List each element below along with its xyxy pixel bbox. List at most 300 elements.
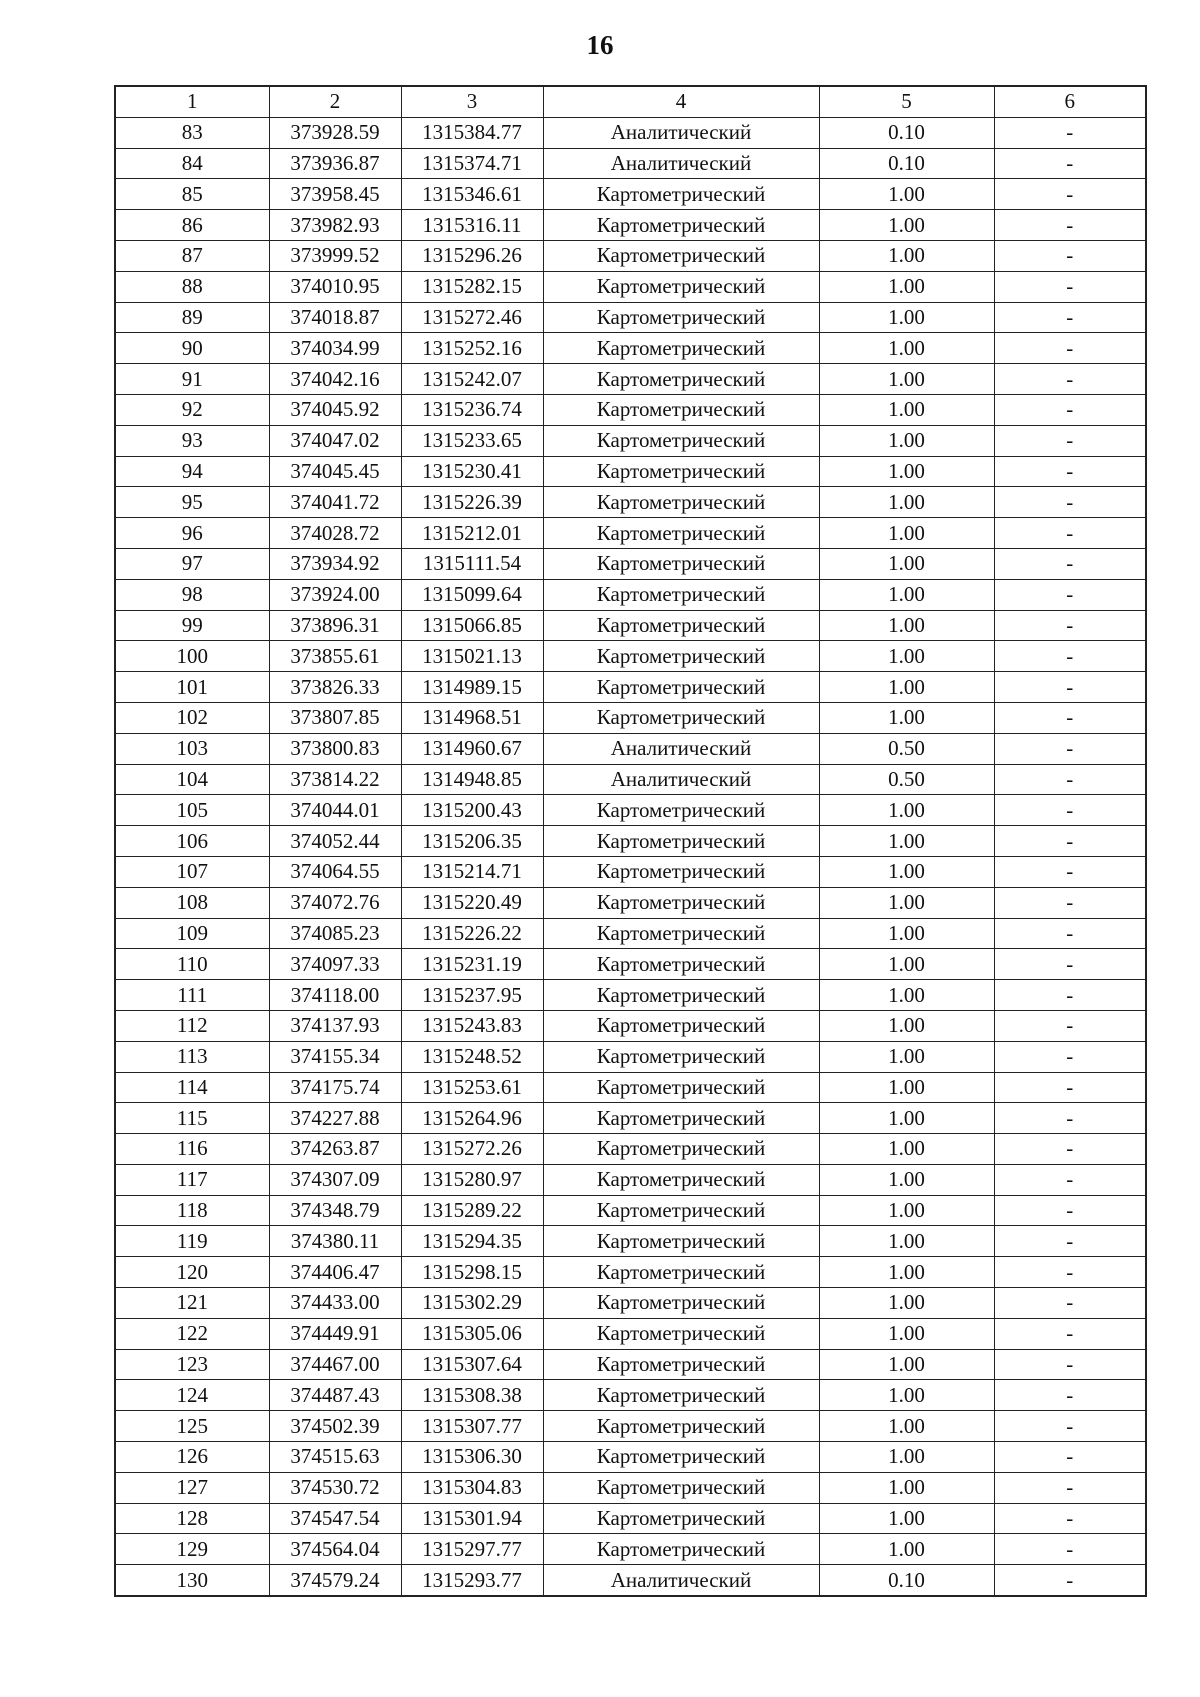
note-cell: -: [994, 918, 1146, 949]
accuracy-cell: 1.00: [819, 918, 994, 949]
accuracy-cell: 1.00: [819, 610, 994, 641]
accuracy-cell: 1.00: [819, 1010, 994, 1041]
point-number-cell: 128: [115, 1503, 269, 1534]
x-coordinate-cell: 374175.74: [269, 1072, 401, 1103]
accuracy-cell: 1.00: [819, 1226, 994, 1257]
point-number-cell: 88: [115, 271, 269, 302]
method-cell: Картометрический: [543, 641, 819, 672]
point-number-cell: 120: [115, 1257, 269, 1288]
x-coordinate-cell: 374064.55: [269, 856, 401, 887]
method-cell: Картометрический: [543, 887, 819, 918]
method-cell: Картометрический: [543, 856, 819, 887]
y-coordinate-cell: 1315264.96: [401, 1103, 543, 1134]
point-number-cell: 89: [115, 302, 269, 333]
point-number-cell: 104: [115, 764, 269, 795]
accuracy-cell: 0.50: [819, 733, 994, 764]
x-coordinate-cell: 374502.39: [269, 1411, 401, 1442]
note-cell: -: [994, 887, 1146, 918]
point-number-cell: 129: [115, 1534, 269, 1565]
y-coordinate-cell: 1315252.16: [401, 333, 543, 364]
point-number-cell: 92: [115, 394, 269, 425]
table-row: [115, 1503, 1146, 1534]
note-cell: -: [994, 1072, 1146, 1103]
point-number-cell: 106: [115, 826, 269, 857]
x-coordinate-cell: 374547.54: [269, 1503, 401, 1534]
table-row: [115, 1072, 1146, 1103]
table-row: [115, 1472, 1146, 1503]
note-cell: -: [994, 980, 1146, 1011]
table-row: [115, 548, 1146, 579]
table-row: [115, 1442, 1146, 1473]
x-coordinate-cell: 373855.61: [269, 641, 401, 672]
table-row: [115, 795, 1146, 826]
table-row: [115, 425, 1146, 456]
accuracy-cell: 1.00: [819, 333, 994, 364]
accuracy-cell: 1.00: [819, 1503, 994, 1534]
point-number-cell: 118: [115, 1195, 269, 1226]
table-row: [115, 764, 1146, 795]
x-coordinate-cell: 374449.91: [269, 1318, 401, 1349]
method-cell: Картометрический: [543, 548, 819, 579]
point-number-cell: 102: [115, 702, 269, 733]
accuracy-cell: 1.00: [819, 1411, 994, 1442]
point-number-cell: 87: [115, 240, 269, 271]
accuracy-cell: 1.00: [819, 456, 994, 487]
x-coordinate-cell: 374263.87: [269, 1134, 401, 1165]
note-cell: -: [994, 1041, 1146, 1072]
x-coordinate-cell: 374047.02: [269, 425, 401, 456]
x-coordinate-cell: 374085.23: [269, 918, 401, 949]
table-row: [115, 1257, 1146, 1288]
table-row: [115, 1380, 1146, 1411]
note-cell: -: [994, 1472, 1146, 1503]
y-coordinate-cell: 1315304.83: [401, 1472, 543, 1503]
point-number-cell: 126: [115, 1442, 269, 1473]
x-coordinate-cell: 373826.33: [269, 672, 401, 703]
method-cell: Картометрический: [543, 980, 819, 1011]
table-row: [115, 733, 1146, 764]
method-cell: Картометрический: [543, 1041, 819, 1072]
method-cell: Аналитический: [543, 117, 819, 148]
y-coordinate-cell: 1315212.01: [401, 518, 543, 549]
x-coordinate-cell: 374227.88: [269, 1103, 401, 1134]
y-coordinate-cell: 1315206.35: [401, 826, 543, 857]
x-coordinate-cell: 373982.93: [269, 210, 401, 241]
table-row: [115, 826, 1146, 857]
accuracy-cell: 1.00: [819, 826, 994, 857]
method-cell: Картометрический: [543, 826, 819, 857]
table-row: [115, 117, 1146, 148]
note-cell: -: [994, 1503, 1146, 1534]
table-row: [115, 487, 1146, 518]
method-cell: Картометрический: [543, 579, 819, 610]
y-coordinate-cell: 1315306.30: [401, 1442, 543, 1473]
note-cell: -: [994, 394, 1146, 425]
accuracy-cell: 1.00: [819, 487, 994, 518]
point-number-cell: 109: [115, 918, 269, 949]
table-row: [115, 1534, 1146, 1565]
point-number-cell: 90: [115, 333, 269, 364]
method-cell: Картометрический: [543, 1164, 819, 1195]
note-cell: -: [994, 795, 1146, 826]
table-row: [115, 1134, 1146, 1165]
method-cell: Аналитический: [543, 148, 819, 179]
x-coordinate-cell: 374052.44: [269, 826, 401, 857]
table-header-row: [115, 86, 1146, 117]
note-cell: -: [994, 518, 1146, 549]
x-coordinate-cell: 374380.11: [269, 1226, 401, 1257]
note-cell: -: [994, 1288, 1146, 1319]
table-row: [115, 579, 1146, 610]
x-coordinate-cell: 374406.47: [269, 1257, 401, 1288]
x-coordinate-cell: 374307.09: [269, 1164, 401, 1195]
note-cell: -: [994, 949, 1146, 980]
column-header-4: 4: [543, 86, 819, 117]
x-coordinate-cell: 374097.33: [269, 949, 401, 980]
table-row: [115, 240, 1146, 271]
note-cell: -: [994, 302, 1146, 333]
x-coordinate-cell: 374487.43: [269, 1380, 401, 1411]
y-coordinate-cell: 1315242.07: [401, 364, 543, 395]
x-coordinate-cell: 374433.00: [269, 1288, 401, 1319]
note-cell: -: [994, 240, 1146, 271]
note-cell: -: [994, 148, 1146, 179]
x-coordinate-cell: 374045.45: [269, 456, 401, 487]
accuracy-cell: 1.00: [819, 795, 994, 826]
point-number-cell: 85: [115, 179, 269, 210]
method-cell: Картометрический: [543, 179, 819, 210]
accuracy-cell: 1.00: [819, 1349, 994, 1380]
x-coordinate-cell: 373928.59: [269, 117, 401, 148]
x-coordinate-cell: 374530.72: [269, 1472, 401, 1503]
table-row: [115, 610, 1146, 641]
note-cell: -: [994, 1318, 1146, 1349]
table-row: [115, 1226, 1146, 1257]
method-cell: Картометрический: [543, 672, 819, 703]
accuracy-cell: 1.00: [819, 1442, 994, 1473]
accuracy-cell: 1.00: [819, 179, 994, 210]
method-cell: Картометрический: [543, 1534, 819, 1565]
table-row: [115, 210, 1146, 241]
table-row: [115, 333, 1146, 364]
y-coordinate-cell: 1315226.39: [401, 487, 543, 518]
table-row: [115, 641, 1146, 672]
table-row: [115, 672, 1146, 703]
accuracy-cell: 1.00: [819, 1072, 994, 1103]
y-coordinate-cell: 1315307.64: [401, 1349, 543, 1380]
accuracy-cell: 1.00: [819, 1534, 994, 1565]
accuracy-cell: 1.00: [819, 980, 994, 1011]
y-coordinate-cell: 1315316.11: [401, 210, 543, 241]
table-row: [115, 1164, 1146, 1195]
table-row: [115, 1010, 1146, 1041]
y-coordinate-cell: 1315237.95: [401, 980, 543, 1011]
y-coordinate-cell: 1315111.54: [401, 548, 543, 579]
point-number-cell: 91: [115, 364, 269, 395]
x-coordinate-cell: 374579.24: [269, 1565, 401, 1596]
y-coordinate-cell: 1315308.38: [401, 1380, 543, 1411]
point-number-cell: 119: [115, 1226, 269, 1257]
y-coordinate-cell: 1315243.83: [401, 1010, 543, 1041]
y-coordinate-cell: 1315214.71: [401, 856, 543, 887]
column-header-1: 1: [115, 86, 269, 117]
accuracy-cell: 1.00: [819, 548, 994, 579]
y-coordinate-cell: 1315293.77: [401, 1565, 543, 1596]
point-number-cell: 114: [115, 1072, 269, 1103]
y-coordinate-cell: 1315272.26: [401, 1134, 543, 1165]
method-cell: Картометрический: [543, 1380, 819, 1411]
accuracy-cell: 1.00: [819, 856, 994, 887]
method-cell: Картометрический: [543, 1442, 819, 1473]
method-cell: Картометрический: [543, 394, 819, 425]
accuracy-cell: 0.10: [819, 1565, 994, 1596]
note-cell: -: [994, 610, 1146, 641]
y-coordinate-cell: 1315099.64: [401, 579, 543, 610]
accuracy-cell: 1.00: [819, 271, 994, 302]
y-coordinate-cell: 1315220.49: [401, 887, 543, 918]
accuracy-cell: 1.00: [819, 702, 994, 733]
x-coordinate-cell: 373924.00: [269, 579, 401, 610]
table-row: [115, 1195, 1146, 1226]
column-header-6: 6: [994, 86, 1146, 117]
method-cell: Картометрический: [543, 1318, 819, 1349]
note-cell: -: [994, 333, 1146, 364]
method-cell: Картометрический: [543, 1226, 819, 1257]
note-cell: -: [994, 1534, 1146, 1565]
table-row: [115, 1041, 1146, 1072]
x-coordinate-cell: 373934.92: [269, 548, 401, 579]
point-number-cell: 107: [115, 856, 269, 887]
x-coordinate-cell: 374044.01: [269, 795, 401, 826]
point-number-cell: 94: [115, 456, 269, 487]
point-number-cell: 124: [115, 1380, 269, 1411]
accuracy-cell: 1.00: [819, 518, 994, 549]
point-number-cell: 117: [115, 1164, 269, 1195]
method-cell: Картометрический: [543, 333, 819, 364]
method-cell: Картометрический: [543, 487, 819, 518]
coordinates-table: [114, 85, 1147, 1597]
y-coordinate-cell: 1315282.15: [401, 271, 543, 302]
table-row: [115, 148, 1146, 179]
method-cell: Картометрический: [543, 1472, 819, 1503]
point-number-cell: 99: [115, 610, 269, 641]
point-number-cell: 86: [115, 210, 269, 241]
point-number-cell: 98: [115, 579, 269, 610]
point-number-cell: 130: [115, 1565, 269, 1596]
table-row: [115, 302, 1146, 333]
accuracy-cell: 1.00: [819, 1134, 994, 1165]
point-number-cell: 103: [115, 733, 269, 764]
x-coordinate-cell: 374041.72: [269, 487, 401, 518]
page-number: 16: [586, 30, 614, 60]
point-number-cell: 112: [115, 1010, 269, 1041]
method-cell: Картометрический: [543, 364, 819, 395]
point-number-cell: 84: [115, 148, 269, 179]
method-cell: Картометрический: [543, 1503, 819, 1534]
accuracy-cell: 1.00: [819, 887, 994, 918]
point-number-cell: 113: [115, 1041, 269, 1072]
accuracy-cell: 1.00: [819, 1288, 994, 1319]
point-number-cell: 116: [115, 1134, 269, 1165]
note-cell: -: [994, 1257, 1146, 1288]
method-cell: Картометрический: [543, 302, 819, 333]
y-coordinate-cell: 1315302.29: [401, 1288, 543, 1319]
x-coordinate-cell: 373807.85: [269, 702, 401, 733]
point-number-cell: 96: [115, 518, 269, 549]
table-row: [115, 856, 1146, 887]
method-cell: Картометрический: [543, 1010, 819, 1041]
note-cell: -: [994, 456, 1146, 487]
accuracy-cell: 1.00: [819, 1380, 994, 1411]
note-cell: -: [994, 1411, 1146, 1442]
table-row: [115, 456, 1146, 487]
y-coordinate-cell: 1315272.46: [401, 302, 543, 333]
x-coordinate-cell: 373936.87: [269, 148, 401, 179]
method-cell: Картометрический: [543, 1411, 819, 1442]
method-cell: Картометрический: [543, 271, 819, 302]
point-number-cell: 101: [115, 672, 269, 703]
note-cell: -: [994, 672, 1146, 703]
y-coordinate-cell: 1315280.97: [401, 1164, 543, 1195]
table-row: [115, 179, 1146, 210]
note-cell: -: [994, 117, 1146, 148]
method-cell: Картометрический: [543, 1288, 819, 1319]
note-cell: -: [994, 702, 1146, 733]
y-coordinate-cell: 1315231.19: [401, 949, 543, 980]
note-cell: -: [994, 210, 1146, 241]
method-cell: Картометрический: [543, 1134, 819, 1165]
method-cell: Картометрический: [543, 610, 819, 641]
method-cell: Картометрический: [543, 1072, 819, 1103]
x-coordinate-cell: 374118.00: [269, 980, 401, 1011]
table-row: [115, 1288, 1146, 1319]
method-cell: Картометрический: [543, 456, 819, 487]
y-coordinate-cell: 1315301.94: [401, 1503, 543, 1534]
accuracy-cell: 1.00: [819, 1318, 994, 1349]
point-number-cell: 93: [115, 425, 269, 456]
point-number-cell: 115: [115, 1103, 269, 1134]
y-coordinate-cell: 1315236.74: [401, 394, 543, 425]
method-cell: Картометрический: [543, 949, 819, 980]
note-cell: -: [994, 764, 1146, 795]
method-cell: Картометрический: [543, 210, 819, 241]
table-row: [115, 1565, 1146, 1596]
x-coordinate-cell: 374137.93: [269, 1010, 401, 1041]
method-cell: Аналитический: [543, 764, 819, 795]
y-coordinate-cell: 1315289.22: [401, 1195, 543, 1226]
y-coordinate-cell: 1315346.61: [401, 179, 543, 210]
note-cell: -: [994, 364, 1146, 395]
note-cell: -: [994, 487, 1146, 518]
method-cell: Картометрический: [543, 795, 819, 826]
note-cell: -: [994, 1565, 1146, 1596]
accuracy-cell: 1.00: [819, 1103, 994, 1134]
point-number-cell: 121: [115, 1288, 269, 1319]
note-cell: -: [994, 579, 1146, 610]
table-row: [115, 394, 1146, 425]
accuracy-cell: 1.00: [819, 394, 994, 425]
accuracy-cell: 1.00: [819, 672, 994, 703]
y-coordinate-cell: 1315384.77: [401, 117, 543, 148]
point-number-cell: 108: [115, 887, 269, 918]
accuracy-cell: 1.00: [819, 240, 994, 271]
x-coordinate-cell: 374155.34: [269, 1041, 401, 1072]
table-row: [115, 518, 1146, 549]
note-cell: -: [994, 1442, 1146, 1473]
y-coordinate-cell: 1315200.43: [401, 795, 543, 826]
point-number-cell: 95: [115, 487, 269, 518]
note-cell: -: [994, 1010, 1146, 1041]
table-row: [115, 364, 1146, 395]
x-coordinate-cell: 374045.92: [269, 394, 401, 425]
y-coordinate-cell: 1315307.77: [401, 1411, 543, 1442]
y-coordinate-cell: 1315296.26: [401, 240, 543, 271]
table-row: [115, 1349, 1146, 1380]
note-cell: -: [994, 1226, 1146, 1257]
y-coordinate-cell: 1315374.71: [401, 148, 543, 179]
accuracy-cell: 1.00: [819, 364, 994, 395]
method-cell: Аналитический: [543, 733, 819, 764]
x-coordinate-cell: 374018.87: [269, 302, 401, 333]
accuracy-cell: 1.00: [819, 302, 994, 333]
point-number-cell: 123: [115, 1349, 269, 1380]
y-coordinate-cell: 1315066.85: [401, 610, 543, 641]
point-number-cell: 125: [115, 1411, 269, 1442]
y-coordinate-cell: 1314960.67: [401, 733, 543, 764]
y-coordinate-cell: 1314989.15: [401, 672, 543, 703]
x-coordinate-cell: 373814.22: [269, 764, 401, 795]
note-cell: -: [994, 1380, 1146, 1411]
accuracy-cell: 1.00: [819, 425, 994, 456]
point-number-cell: 97: [115, 548, 269, 579]
y-coordinate-cell: 1314968.51: [401, 702, 543, 733]
x-coordinate-cell: 374467.00: [269, 1349, 401, 1380]
note-cell: -: [994, 425, 1146, 456]
column-header-2: 2: [269, 86, 401, 117]
method-cell: Аналитический: [543, 1565, 819, 1596]
y-coordinate-cell: 1315230.41: [401, 456, 543, 487]
accuracy-cell: 0.10: [819, 148, 994, 179]
note-cell: -: [994, 1103, 1146, 1134]
note-cell: -: [994, 1349, 1146, 1380]
table-row: [115, 1103, 1146, 1134]
accuracy-cell: 1.00: [819, 641, 994, 672]
accuracy-cell: 1.00: [819, 949, 994, 980]
y-coordinate-cell: 1315233.65: [401, 425, 543, 456]
x-coordinate-cell: 374564.04: [269, 1534, 401, 1565]
note-cell: -: [994, 271, 1146, 302]
x-coordinate-cell: 374028.72: [269, 518, 401, 549]
y-coordinate-cell: 1315021.13: [401, 641, 543, 672]
point-number-cell: 100: [115, 641, 269, 672]
x-coordinate-cell: 374515.63: [269, 1442, 401, 1473]
method-cell: Картометрический: [543, 240, 819, 271]
y-coordinate-cell: 1315305.06: [401, 1318, 543, 1349]
column-header-5: 5: [819, 86, 994, 117]
x-coordinate-cell: 374072.76: [269, 887, 401, 918]
accuracy-cell: 1.00: [819, 1257, 994, 1288]
point-number-cell: 127: [115, 1472, 269, 1503]
y-coordinate-cell: 1315297.77: [401, 1534, 543, 1565]
table-row: [115, 271, 1146, 302]
table-row: [115, 949, 1146, 980]
x-coordinate-cell: 374348.79: [269, 1195, 401, 1226]
method-cell: Картометрический: [543, 1195, 819, 1226]
x-coordinate-cell: 373800.83: [269, 733, 401, 764]
method-cell: Картометрический: [543, 425, 819, 456]
accuracy-cell: 0.10: [819, 117, 994, 148]
accuracy-cell: 1.00: [819, 210, 994, 241]
